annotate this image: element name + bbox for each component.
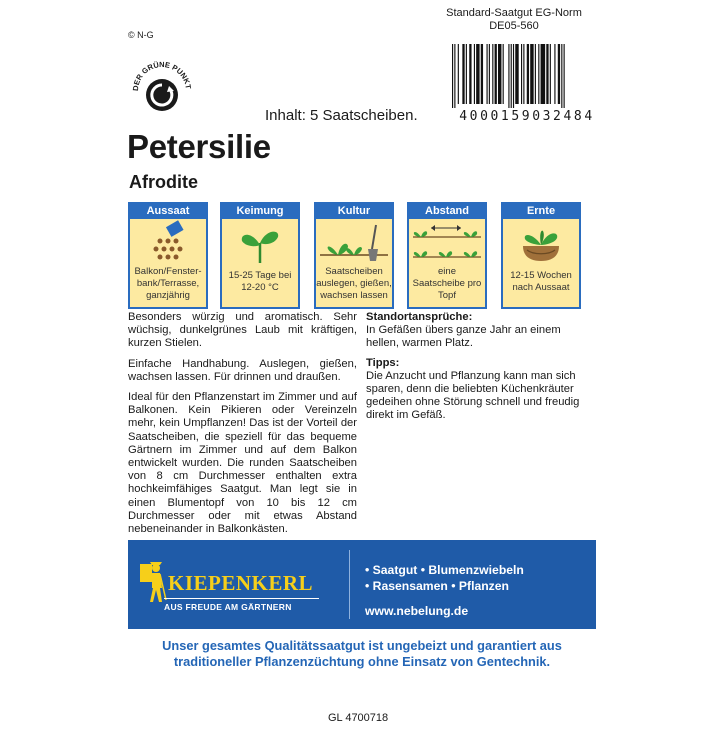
brand-logo-area: [128, 540, 349, 629]
barcode-bar: [452, 44, 453, 108]
barcode-bar: [508, 44, 509, 108]
panel-text: [316, 266, 392, 302]
barcode-bar: [474, 44, 475, 104]
barcode-bar: [541, 44, 546, 104]
description-paragraph: Besonders würzig und aromatisch. Sehr wüchsig, dunkelgrünes Laub mit kräftigen, kurzen Stielen.: [128, 311, 357, 350]
product-variety: Afrodite: [129, 172, 198, 192]
barcode-bar: [554, 44, 555, 104]
panel-heading: Aussaat: [130, 204, 206, 219]
product-range: [365, 562, 524, 594]
brand-tagline: AUS FREUDE AM GÄRTNERN: [164, 602, 292, 612]
barcode-bar: [454, 44, 455, 108]
green-dot-logo: [126, 55, 198, 127]
barcode-bar: [535, 44, 536, 104]
barcode-bar: [530, 44, 533, 104]
panel-text-line: Balkon/Fenster-: [134, 266, 202, 277]
barcode-bar: [564, 44, 565, 108]
quality-guarantee: [128, 638, 596, 670]
brand-band: [128, 540, 596, 629]
package-contents: Inhalt: 5 Saatscheiben.: [265, 107, 418, 124]
barcode-bar: [469, 44, 471, 104]
panel-heading: Abstand: [409, 204, 485, 219]
barcode-bar: [498, 44, 501, 104]
tagline-divider: [164, 598, 319, 599]
brand-name: KIEPENKERL: [168, 571, 314, 595]
panel-text-line: 12-15 Wochen: [510, 270, 572, 281]
panel-text-line: wachsen lassen: [320, 290, 388, 301]
guarantee-line: Unser gesamtes Qualitätssaatgut ist ungebeizt und garantiert aus: [162, 638, 562, 653]
barcode-bar: [513, 44, 514, 108]
seed-standard-line1: Standard-Saatgut EG-Norm: [446, 7, 582, 19]
barcode-bar: [476, 44, 479, 104]
panel-text-line: Topf: [438, 290, 456, 301]
barcode-bar: [561, 44, 562, 108]
barcode-bar: [503, 44, 504, 104]
panel-spacing: [407, 202, 487, 309]
website-link[interactable]: www.nebelung.de: [365, 604, 469, 618]
article-code: GL 4700718: [328, 712, 389, 724]
green-dot-logo-text: DER GRÜNE PUNKT: [130, 59, 193, 92]
panel-germination: [220, 202, 300, 309]
seedling-icon: [222, 219, 298, 265]
product-description: [128, 311, 357, 543]
location-heading: Standortansprüche:: [366, 311, 473, 323]
panel-text-line: eine: [438, 266, 456, 277]
panel-heading: Ernte: [503, 204, 579, 219]
barcode-bar: [489, 44, 490, 104]
barcode-bar: [495, 44, 497, 104]
panel-heading: Keimung: [222, 204, 298, 219]
panel-text-line: Saatscheibe pro: [412, 278, 482, 289]
bowl-harvest-icon: [503, 219, 579, 265]
barcode-bar: [521, 44, 522, 104]
barcode-bar: [523, 44, 524, 104]
barcode-bar: [458, 44, 459, 104]
barcode-bar: [515, 44, 518, 104]
barcode-bar: [492, 44, 493, 104]
product-range-line: • Saatgut • Blumenzwiebeln: [365, 563, 524, 577]
barcode-bar: [550, 44, 551, 104]
description-paragraph: Einfache Handhabung. Auslegen, gießen, wachsen lassen. Für drinnen und draußen.: [128, 357, 357, 383]
barcode: [450, 44, 600, 108]
panel-text: [503, 270, 579, 294]
panel-heading: Kultur: [316, 204, 392, 219]
band-divider: [349, 550, 350, 619]
product-title: Petersilie: [127, 128, 271, 165]
ean-number: 4000159032484: [459, 109, 595, 124]
tips-text: Die Anzucht und Pflanzung kann man sich sparen, denn die beliebten Küchenkräuter gedeihen ohne Störung schnell und freudig direkt im Gefäß.: [366, 369, 580, 422]
panel-text-line: bank/Terrasse,: [136, 278, 200, 289]
barcode-bar: [558, 44, 560, 104]
spade-plants-icon: [316, 219, 392, 265]
product-range-line: • Rasensamen • Pflanzen: [365, 579, 510, 593]
panel-cultivation: [314, 202, 394, 309]
panel-sowing: [128, 202, 208, 309]
barcode-bar: [481, 44, 483, 104]
panel-text-line: nach Aussaat: [512, 282, 570, 293]
copyright-notice: © N-G: [128, 30, 154, 40]
panel-text: [130, 266, 206, 302]
description-paragraph: Ideal für den Pflanzenstart im Zimmer und auf Balkonen. Kein Pikieren oder Vereinzeln mehr, kein Umpflanzen! Das ist der Vorteil der Saatscheiben, die speziell für das bequeme Gärtnern im Zimmer und auf dem Balkon entwickelt wurden. Die runden Saatscheiben von 8 cm Durchmesser enthalten extra hochkeimfähiges Saatgut. Man legt sie in einen Blumentopf von 10 bis 12 cm Durchmesser oder mit etwas Abstand nebeneinander in Balkonkästen.: [128, 391, 357, 536]
seed-standard-line2: DE05-560: [489, 20, 539, 32]
panel-text-line: ganzjährig: [146, 290, 190, 301]
barcode-bar: [511, 44, 512, 108]
guarantee-line: traditioneller Pflanzenzüchtung ohne Einsatz von Gentechnik.: [173, 654, 551, 669]
barcode-bar: [487, 44, 488, 104]
tips-heading: Tipps:: [366, 356, 400, 369]
panel-harvest: [501, 202, 581, 309]
location-text: In Gefäßen übers ganze Jahr an einem hellen, warmen Platz.: [366, 324, 561, 350]
spacing-icon: [409, 219, 485, 265]
barcode-bar: [538, 44, 539, 104]
panel-text: [409, 266, 485, 302]
growing-info: [366, 311, 596, 423]
barcode-bar: [466, 44, 467, 104]
panel-text-line: Saatscheiben: [325, 266, 383, 277]
panel-text-line: 15-25 Tage bei: [228, 270, 292, 281]
panel-text-line: auslegen, gießen,: [316, 278, 392, 289]
barcode-bar: [546, 44, 548, 104]
barcode-bar: [462, 44, 464, 104]
seed-standard: [434, 7, 594, 33]
panel-text: [222, 270, 298, 294]
seed-pod-icon: [130, 219, 206, 265]
panel-text-line: 12-20 °C: [241, 282, 279, 293]
barcode-bar: [527, 44, 529, 104]
